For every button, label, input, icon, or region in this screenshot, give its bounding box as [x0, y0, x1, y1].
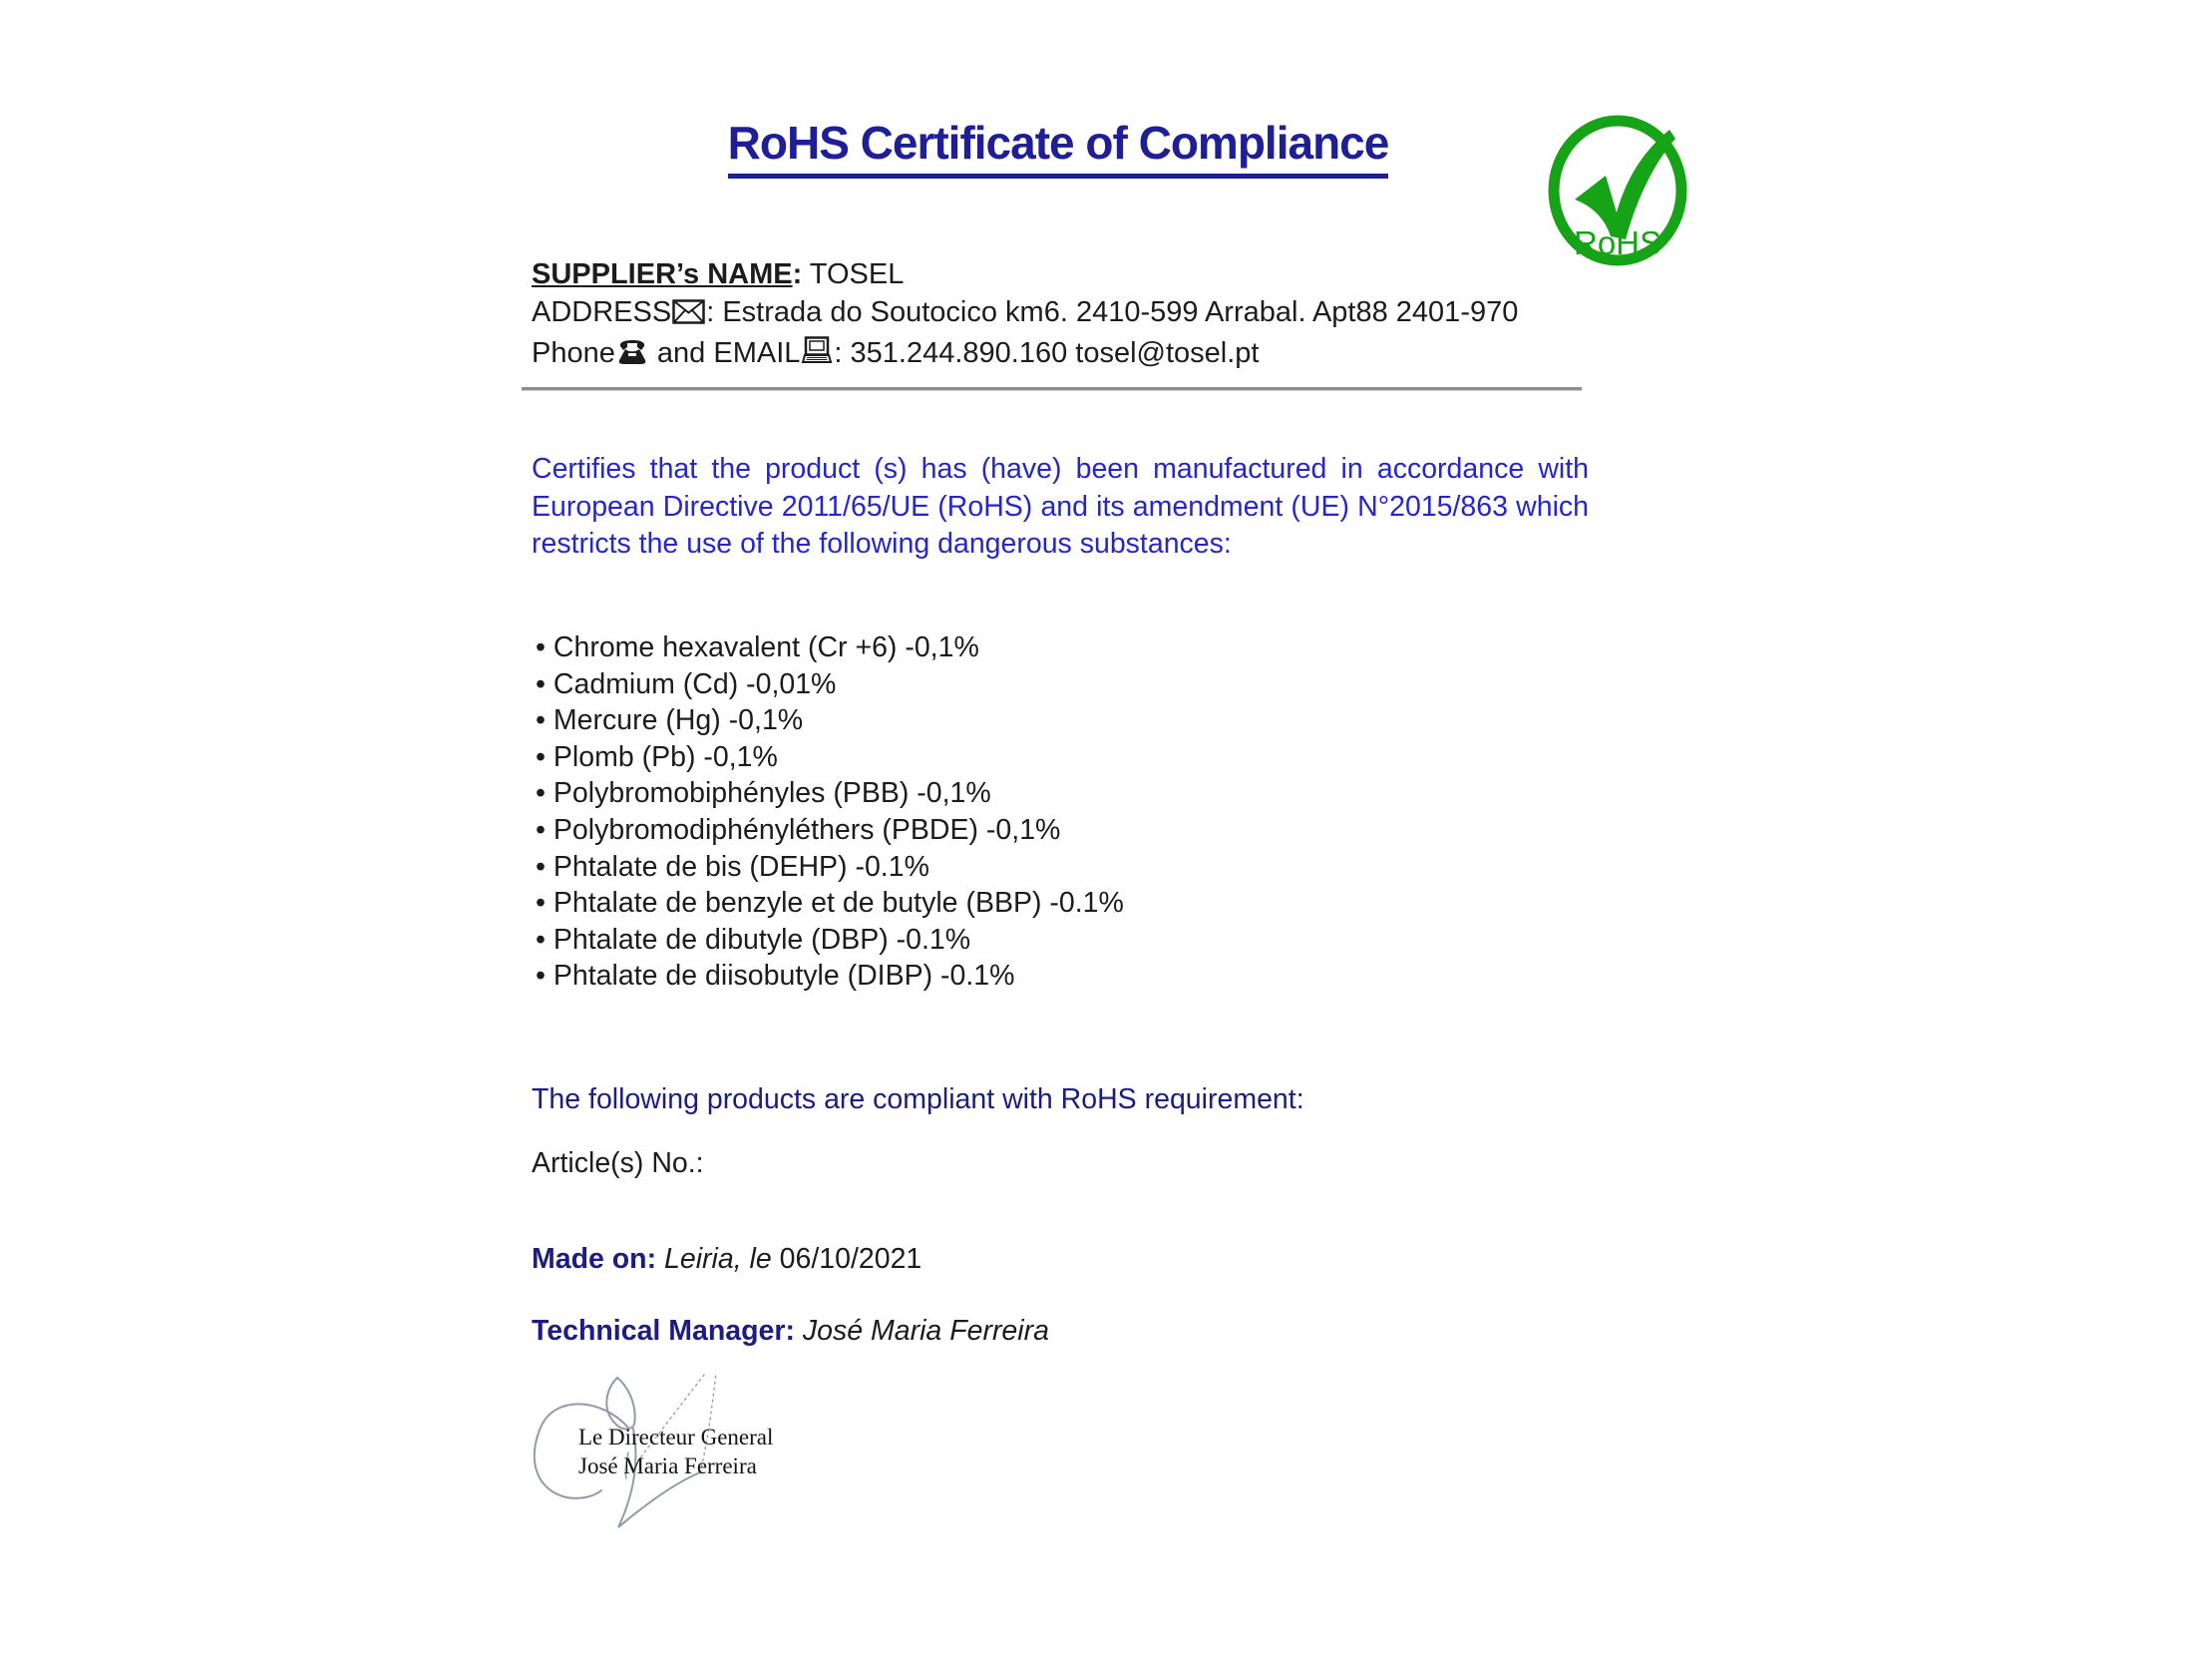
substance-item: • Phtalate de diisobutyle (DIBP) -0.1%	[536, 958, 1124, 995]
compliance-statement: The following products are compliant with RoHS requirement:	[532, 1083, 1304, 1115]
supplier-name-line	[532, 255, 1518, 293]
made-on-place: Leiria, le	[656, 1243, 780, 1275]
substance-item: • Polybromodiphényléthers (PBDE) -0,1%	[536, 812, 1124, 849]
made-on-label: Made on:	[532, 1243, 657, 1275]
supplier-name-label: SUPPLIER’s NAME	[532, 258, 793, 290]
rohs-checkmark-icon	[1548, 112, 1699, 271]
made-on-date: 06/10/2021	[779, 1243, 922, 1275]
supplier-block	[532, 255, 1518, 375]
computer-icon	[801, 336, 833, 375]
supplier-name-value: TOSEL	[802, 258, 905, 290]
substance-item: • Cadmium (Cd) -0,01%	[536, 666, 1124, 703]
signature-text	[578, 1423, 774, 1480]
rohs-logo	[1548, 112, 1699, 271]
contact-value: : 351.244.890.160 tosel@tosel.pt	[834, 337, 1260, 369]
substance-item: • Mercure (Hg) -0,1%	[536, 702, 1124, 739]
section-divider	[522, 387, 1582, 391]
substance-item: • Polybromobiphényles (PBB) -0,1%	[536, 775, 1124, 812]
phone-label: Phone	[532, 337, 615, 369]
substance-item: • Phtalate de dibutyle (DBP) -0.1%	[536, 922, 1124, 959]
substance-item: • Phtalate de benzyle et de butyle (BBP) -0.1%	[536, 885, 1124, 922]
technical-manager-name: José Maria Ferreira	[794, 1315, 1049, 1347]
envelope-icon	[672, 296, 705, 334]
technical-manager-line	[532, 1315, 1049, 1348]
articles-label: Article(s) No.:	[532, 1147, 704, 1179]
signature-title: Le Directeur General	[578, 1425, 774, 1450]
page-title: RoHS Certificate of Compliance	[728, 116, 1389, 179]
address-value: : Estrada do Soutocico km6. 2410-599 Arrabal. Apt88 2401-970	[706, 296, 1519, 328]
certification-paragraph: Certifies that the product (s) has (have) been manufactured in accordance with European Directive 2011/65/UE (RoHS) and its amendment (UE) N°2015/863 which restricts the use of the following dangerous substances:	[532, 453, 1589, 560]
supplier-address-line	[532, 293, 1518, 334]
supplier-contact-line	[532, 334, 1518, 375]
supplier-name-colon: :	[792, 258, 803, 290]
substances-list	[536, 629, 1124, 995]
email-and-label: and EMAIL	[648, 337, 801, 369]
signature-block	[517, 1365, 776, 1579]
technical-manager-label: Technical Manager:	[532, 1315, 795, 1347]
phone-icon	[616, 337, 648, 375]
title-container	[532, 116, 1585, 179]
substance-item: • Plomb (Pb) -0,1%	[536, 739, 1124, 776]
rohs-logo-label: RoHS	[1573, 224, 1662, 261]
substance-item: • Chrome hexavalent (Cr +6) -0,1%	[536, 629, 1124, 666]
address-label: ADDRESS	[532, 296, 672, 328]
substance-item: • Phtalate de bis (DEHP) -0.1%	[536, 849, 1124, 886]
made-on-line	[532, 1243, 922, 1276]
signature-name: José Maria Ferreira	[578, 1453, 757, 1478]
